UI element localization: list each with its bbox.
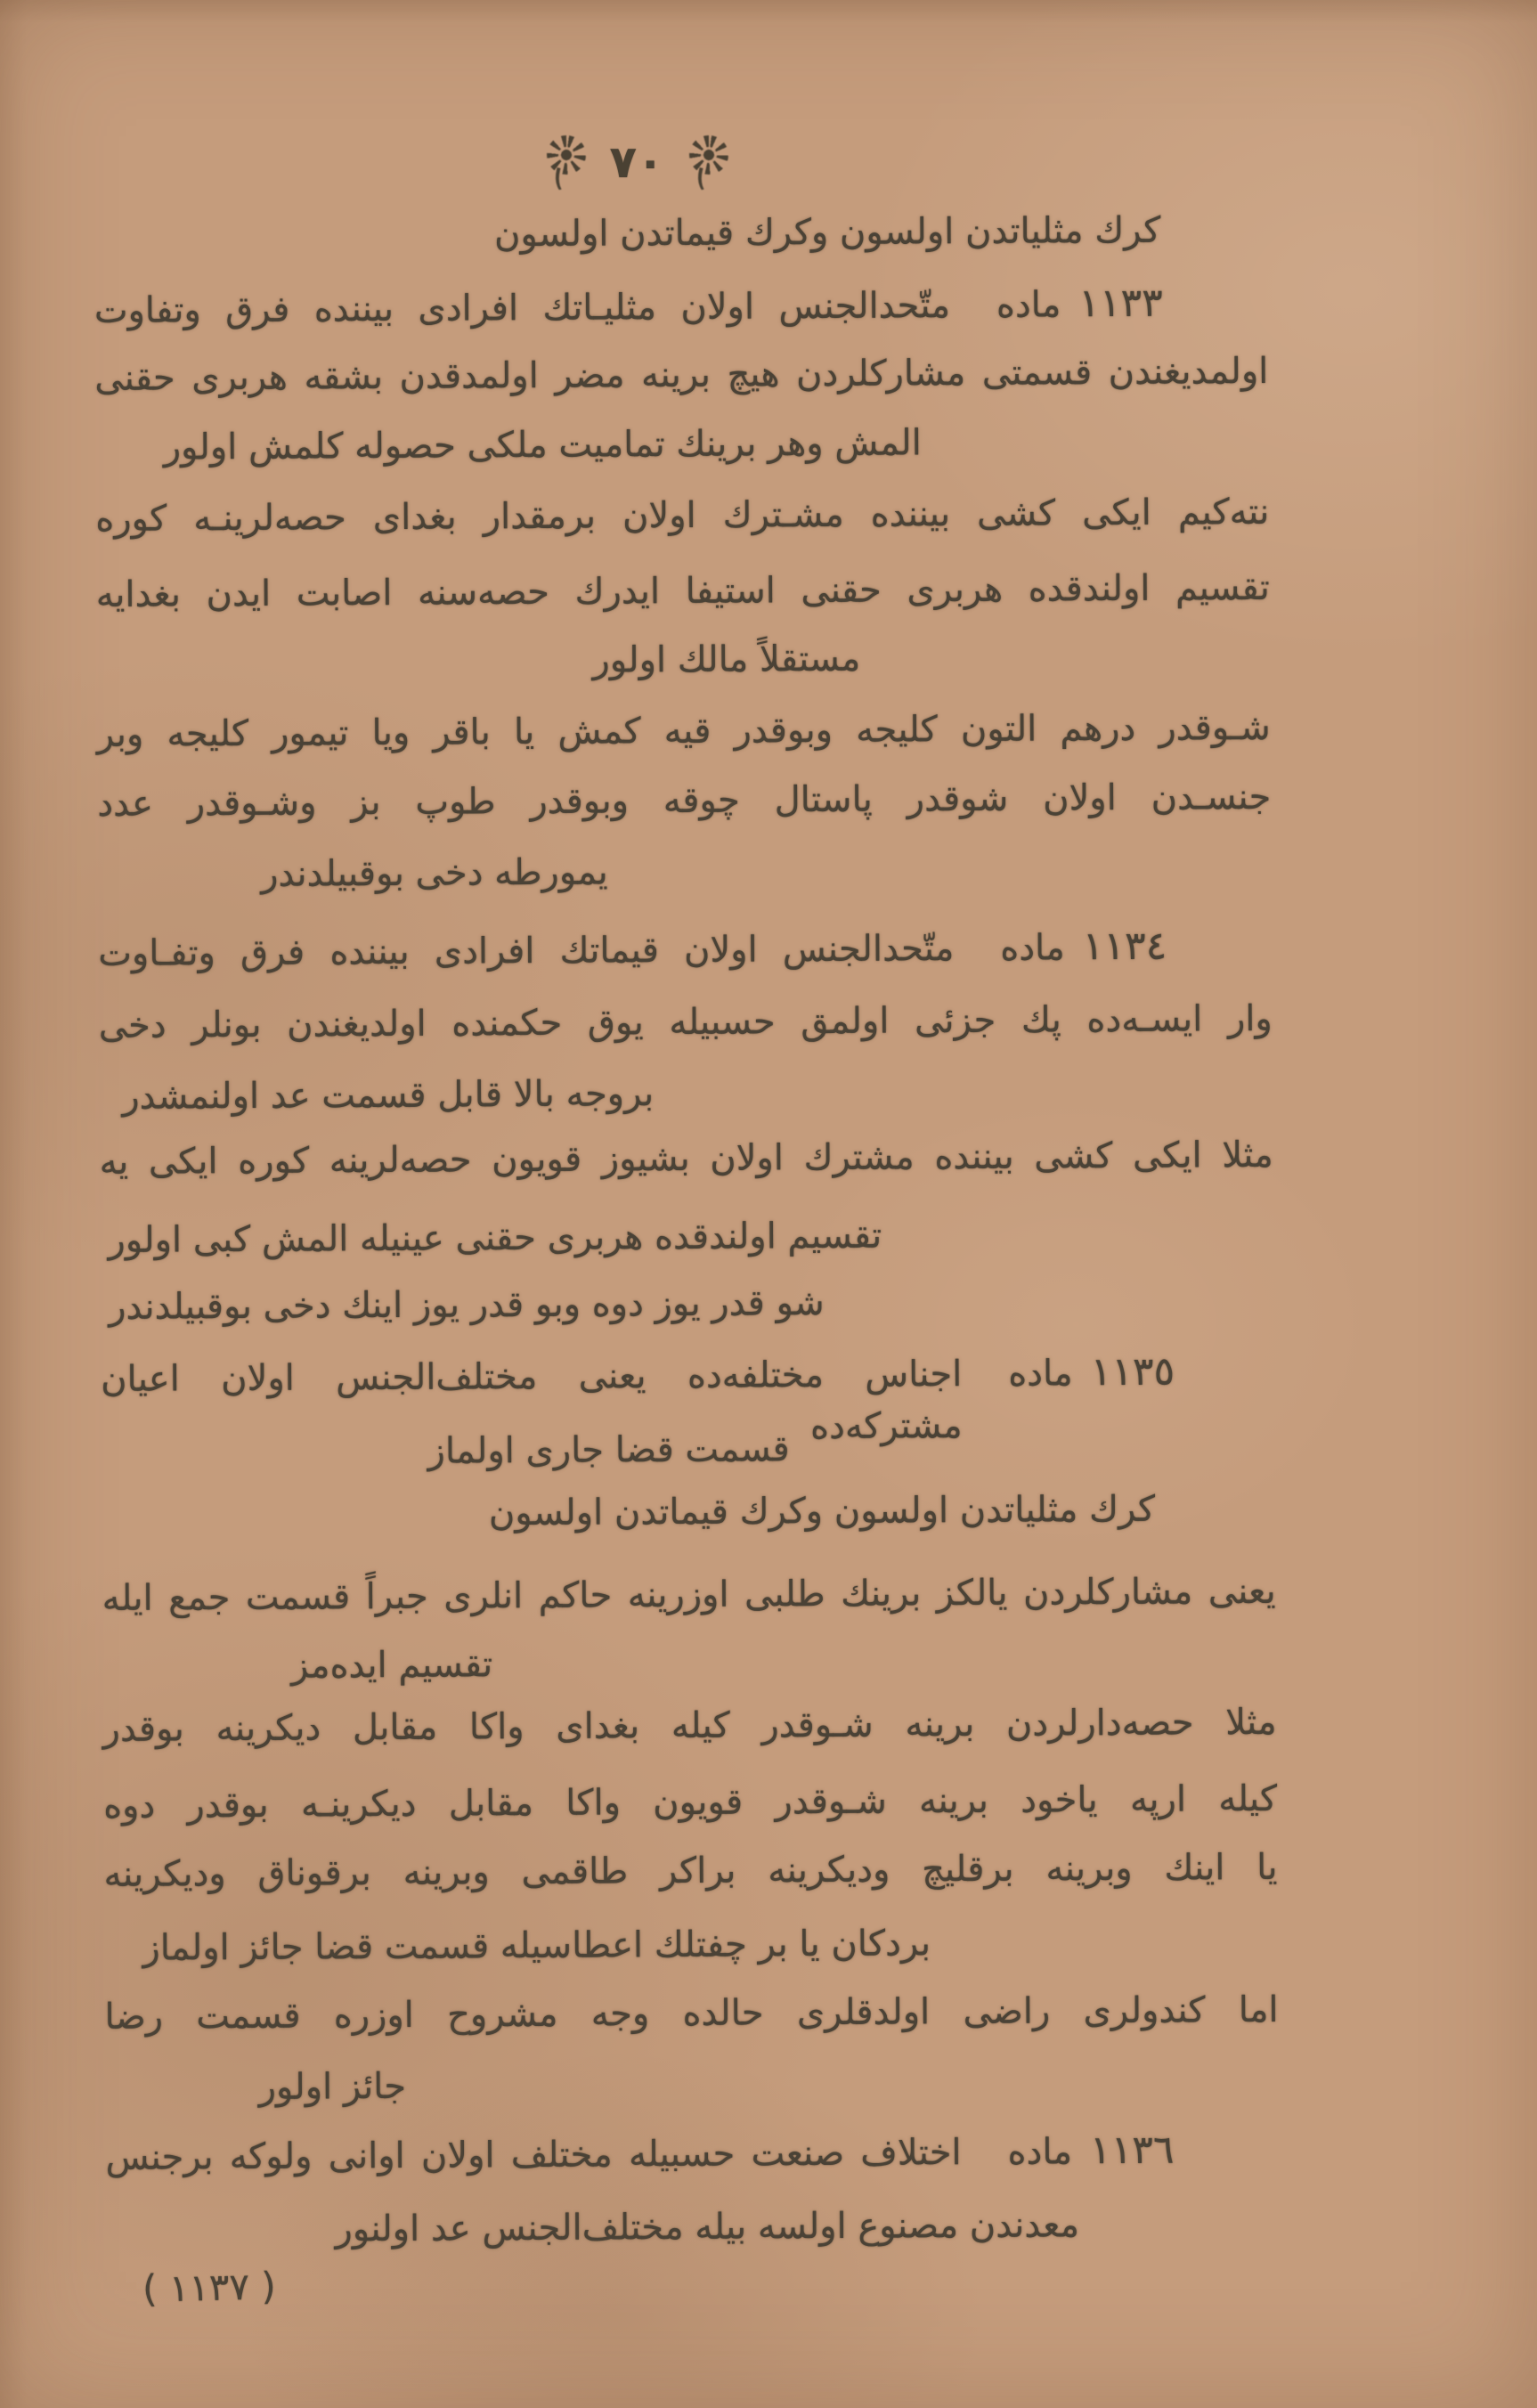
text-line: تقسيم اولندقده هربرى حقنى استيفا ايدرك حصه‌سنه اصابت ايدن بغدايه [95, 566, 1270, 616]
article-line-1134 [98, 920, 1272, 980]
text-line: يعنى مشاركلردن يالكز برينك طلبى اوزرينه حاكم انلرى جبراً قسمت جمع ايله [102, 1570, 1276, 1620]
page-number: ٧٠ [609, 136, 664, 188]
article-number: ١١٣٤ [1082, 923, 1167, 970]
text-line: اما كندولرى راضى اولدقلرى حالده وجه مشروح اوزره قسمت رضا [104, 1989, 1279, 2038]
article-text: اجناس مختلفه‌ده يعنى مختلف‌الجنس اولان اعيان مشتركه‌ده [101, 1354, 963, 1448]
article-text: اختلاف صنعت حسبيله مختلف اولان اوانى ولوكه برجنس [105, 2132, 962, 2179]
text-line: شـوقدر درهم التون كليجه وبوقدر قيه كمش يا باقر ويا تيمور كليجه وبر [96, 706, 1271, 756]
article-line-1133 [94, 277, 1268, 337]
article-label: ماده [1007, 2131, 1073, 2173]
text-line: كرك مثلياتدن اولسون وكرك قيماتدن اولسون [493, 209, 1161, 256]
text-line: تقسيم ايده‌مز [290, 1644, 493, 1687]
text-line: مثلا حصه‌دارلردن برينه شـوقدر كيله بغداى واكا مقابل ديكرينه بوقدر [102, 1701, 1277, 1751]
article-number: ١١٣٦ [1089, 2127, 1175, 2174]
article-label: ماده [1000, 927, 1065, 969]
text-line: شو قدر يوز دوه وبو قدر يوز اينك دخى بوقبيلدندر [108, 1282, 825, 1328]
text-line: وار ايسـه‌ده پك جزئى اولمق حسبيله يوق حكمنده اولديغندن بونلر دخى [98, 997, 1273, 1047]
article-text: متّحدالجنس اولان قيماتك افرادى بيننده فرق وتفـاوت [98, 928, 955, 975]
text-line: بروجه بالا قابل قسمت عد اولنمشدر [122, 1073, 655, 1118]
text-line: تقسيم اولندقده هربرى حقنى عينيله المش كبى اولور [108, 1215, 882, 1261]
article-number: ١١٣٥ [1090, 1348, 1175, 1395]
text-line: يمورطه دخى بوقبيلدندر [261, 851, 608, 895]
article-label: ماده [1008, 1353, 1073, 1395]
catchword-next-article: ( ١١٣٧ ) [142, 2264, 277, 2311]
text-line: نته‌كيم ايكى كشى بيننده مشـترك اولان برمقدار بغداى حصه‌لرينـه كوره [95, 491, 1270, 541]
article-text: متّحدالجنس اولان مثليـاتك افرادى بيننده فرق وتفاوت [94, 285, 951, 332]
text-line: بردكان يا بر چفتلك اعطاسيله قسمت قضا جائز اولماز [142, 1923, 931, 1969]
text-line: جنسـدن اولان شوقدر پاستال چوقه وبوقدر طوپ بز وشـوقدر عدد [97, 776, 1272, 826]
text-block [93, 0, 1281, 2408]
text-line: كيله ارپه ياخود برينه شـوقدر قويون واكا مقابل ديكرينـه بوقدر دوه [102, 1778, 1278, 1827]
text-line: مثلا ايكى كشى بيننده مشترك اولان بشيوز قويون حصه‌لرينه كوره ايكى يه [99, 1134, 1273, 1184]
text-line: يا اينك وبرينه برقليچ وديكرينه براكر طاقمى وبرينه برقوناق وديكرينه [103, 1846, 1278, 1896]
text-line: كرك مثلياتدن اولسون وكرك قيماتدن اولسون [488, 1488, 1156, 1534]
text-line: مستقلاً مالك اولور [592, 638, 861, 681]
article-label: ماده [996, 284, 1061, 326]
article-line-1136 [105, 2124, 1279, 2184]
text-line: اولمديغندن قسمتى مشاركلردن هيچ برينه مضر اولمدقدن بشقه هربرى حقنى [94, 350, 1269, 400]
text-line: المش وهر برينك تماميت ملكى حصوله كلمش اولور [163, 422, 922, 468]
text-line: معدندن مصنوع اولسه بيله مختلف‌الجنس عد اولنور [335, 2204, 1080, 2250]
text-line: جائز اولور [258, 2065, 407, 2108]
text-line: قسمت قضا جارى اولماز [427, 1428, 790, 1472]
article-number: ١١٣٣ [1078, 280, 1163, 327]
